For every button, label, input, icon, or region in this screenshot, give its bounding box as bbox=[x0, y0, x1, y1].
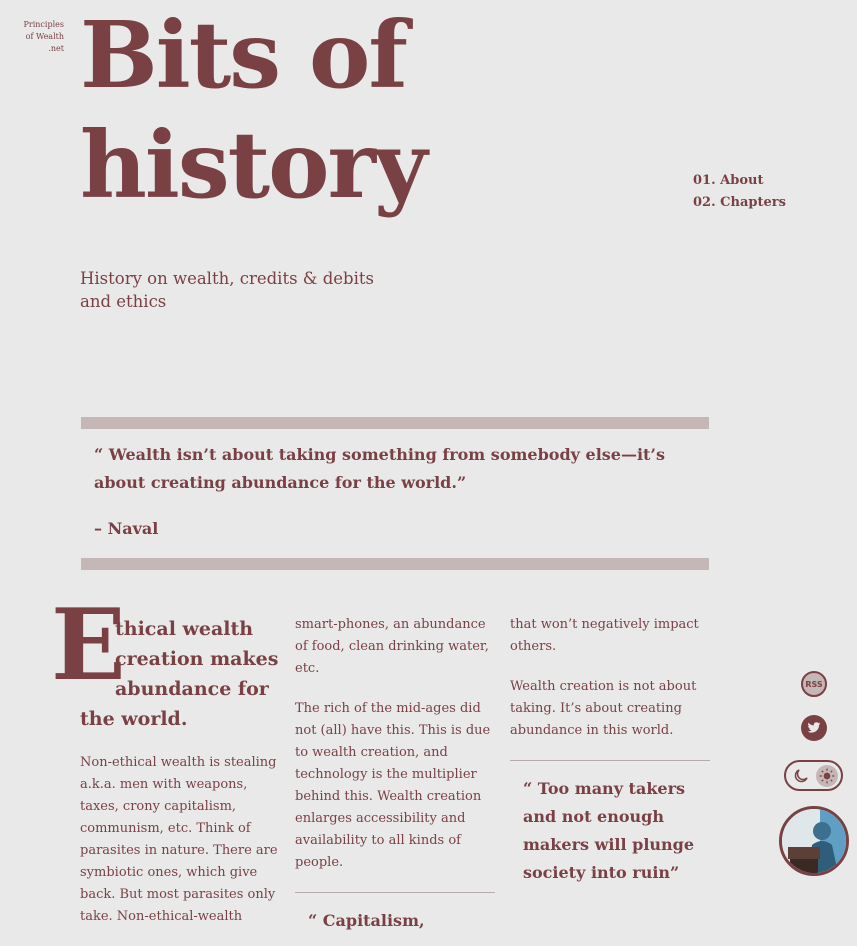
paragraph: Non-ethical wealth is stealing a.k.a. men with weapons, taxes, crony capitalism, communism, etc. Think of parasites in nature. There are symbiotic ones, which give back. But most parasites only take. Non-ethical-wealth bbox=[80, 755, 278, 924]
moon-icon bbox=[792, 767, 810, 785]
avatar[interactable] bbox=[779, 806, 849, 876]
pull-quote: “ Too many takers and not enough makers will plunge society into ruin” bbox=[510, 760, 710, 887]
hero-quote-text: “ Wealth isn’t about taking something from somebody else—it’s about creating abundance for the world.” bbox=[94, 445, 665, 492]
article-column-2 bbox=[295, 614, 495, 935]
paragraph: smart-phones, an abundance of food, clean drinking water, etc. bbox=[295, 617, 489, 676]
page-title bbox=[80, 0, 425, 220]
lead-heading-line2: creation makes bbox=[115, 648, 279, 670]
nav-item-about[interactable]: 01. About bbox=[693, 173, 764, 188]
twitter-icon[interactable] bbox=[801, 715, 827, 741]
sun-toggle-knob bbox=[816, 765, 838, 787]
page-title-line1: Bits of bbox=[80, 1, 406, 109]
page-subtitle: History on wealth, credits & debits and ethics bbox=[80, 269, 374, 311]
lead-heading-line4: the world. bbox=[80, 708, 188, 730]
lead-heading bbox=[80, 614, 285, 734]
avatar-image bbox=[782, 809, 846, 873]
article-column-3 bbox=[510, 614, 710, 887]
site-logo[interactable] bbox=[16, 19, 64, 55]
nav-item-chapters[interactable]: 02. Chapters bbox=[693, 195, 786, 210]
article-column-1 bbox=[80, 614, 285, 946]
pull-quote: “ Capitalism, bbox=[295, 892, 495, 935]
site-logo-line1: Principles bbox=[23, 20, 64, 29]
site-logo-line2: of Wealth bbox=[25, 32, 64, 41]
paragraph: The rich of the mid-ages did not (all) have this. This is due to wealth creation, and technology is the multiplier behind this. Wealth creation enlarges accessibility and availability to all kinds of people. bbox=[295, 701, 491, 870]
twitter-bird-icon bbox=[807, 722, 821, 734]
site-logo-line3: .net bbox=[48, 44, 64, 53]
quote-bar-top bbox=[81, 417, 709, 429]
rss-icon[interactable]: RSS bbox=[801, 671, 827, 697]
hero-quote-author: – Naval bbox=[94, 519, 159, 538]
page-title-line2: history bbox=[80, 111, 426, 219]
top-nav bbox=[693, 170, 786, 214]
paragraph: that won’t negatively impact others. bbox=[510, 617, 699, 654]
paragraph: Wealth creation is not about taking. It’s about creating abundance in this world. bbox=[510, 679, 697, 738]
dropcap: E bbox=[51, 588, 126, 703]
lead-heading-line3: abundance for bbox=[115, 678, 269, 700]
lead-heading-line1: thical wealth bbox=[115, 618, 254, 640]
theme-toggle[interactable] bbox=[784, 760, 843, 791]
sun-icon bbox=[819, 768, 835, 784]
quote-bar-bottom bbox=[81, 558, 709, 570]
